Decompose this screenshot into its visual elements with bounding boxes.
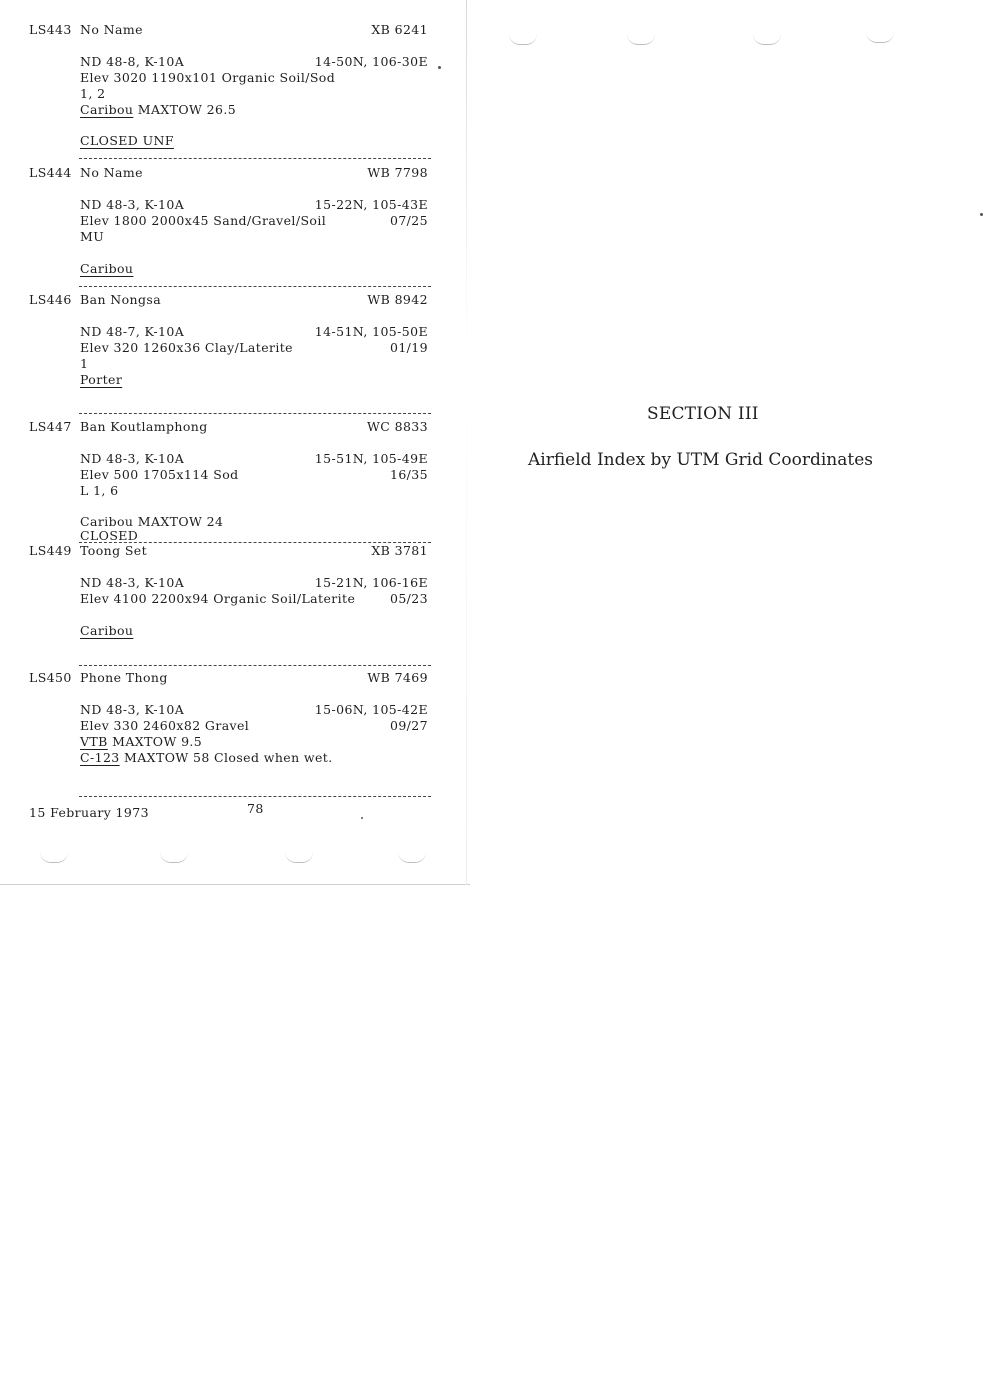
aircraft-type: Caribou — [80, 623, 134, 638]
scan-speck — [438, 66, 441, 69]
elevation-runway-surface: Elev 320 1260x36 Clay/Laterite — [80, 340, 293, 355]
elevation-runway-surface: Elev 500 1705x114 Sod — [80, 467, 239, 482]
airfield-code: LS447 — [29, 419, 72, 434]
airfield-code: LS444 — [29, 165, 72, 180]
coordinates: 15-22N, 105-43E — [314, 197, 428, 212]
aircraft-type: Porter — [80, 372, 123, 387]
scan-speck — [980, 213, 983, 216]
airfield-name: Phone Thong — [80, 670, 168, 685]
chart-reference: ND 48-7, K-10A — [80, 324, 185, 339]
binder-hole-mark — [753, 34, 781, 45]
runway-heading: 05/23 — [389, 591, 428, 606]
runway-heading: 01/19 — [389, 340, 428, 355]
entry-separator — [79, 796, 431, 797]
scan-edge — [0, 884, 470, 885]
aircraft-note: MAXTOW 26.5 — [133, 102, 237, 117]
remarks-line: 1, 2 — [80, 86, 106, 101]
page-fold-line — [466, 0, 467, 885]
aircraft-type: Caribou — [80, 102, 134, 117]
aircraft-note: MAXTOW 58 Closed when wet. — [119, 750, 333, 765]
section-subtitle: Airfield Index by UTM Grid Coordinates — [528, 450, 873, 470]
aircraft-type: C-123 — [80, 750, 120, 765]
remarks-line: MU — [80, 229, 105, 244]
coordinates: 15-06N, 105-42E — [314, 702, 428, 717]
coordinates: 15-51N, 105-49E — [314, 451, 428, 466]
binder-hole-mark — [627, 34, 655, 45]
section-title: SECTION III — [647, 404, 759, 424]
aircraft-type: VTB — [80, 734, 108, 749]
utm-grid: XB 3781 — [371, 543, 428, 558]
status-note: CLOSED — [80, 528, 139, 543]
aircraft-note: MAXTOW 9.5 — [107, 734, 203, 749]
airfield-name: Ban Nongsa — [80, 292, 162, 307]
entry-separator — [79, 286, 431, 287]
runway-heading: 16/35 — [389, 467, 428, 482]
binder-hole-mark — [509, 34, 537, 45]
remarks-line: 1 — [80, 356, 89, 371]
binder-hole-mark — [866, 32, 894, 43]
airfield-name: No Name — [80, 22, 143, 37]
footer-date: 15 February 1973 — [29, 805, 149, 820]
aircraft-line: Caribou MAXTOW 24 — [80, 514, 224, 529]
remarks-line: L 1, 6 — [80, 483, 119, 498]
status-note: CLOSED UNF — [80, 133, 174, 148]
entry-separator — [79, 158, 431, 159]
utm-grid: WC 8833 — [367, 419, 428, 434]
elevation-runway-surface: Elev 1800 2000x45 Sand/Gravel/Soil — [80, 213, 327, 228]
chart-reference: ND 48-3, K-10A — [80, 575, 185, 590]
aircraft-line — [80, 734, 202, 749]
utm-grid: WB 8942 — [367, 292, 428, 307]
entry-separator — [79, 413, 431, 414]
aircraft-line — [80, 102, 236, 117]
binder-hole-mark — [160, 852, 188, 863]
airfield-code: LS443 — [29, 22, 72, 37]
coordinates: 14-50N, 106-30E — [314, 54, 428, 69]
aircraft-type: Caribou — [80, 261, 134, 276]
airfield-name: No Name — [80, 165, 143, 180]
airfield-code: LS450 — [29, 670, 72, 685]
left-page-panel — [0, 0, 470, 885]
airfield-name: Toong Set — [80, 543, 148, 558]
coordinates: 14-51N, 105-50E — [314, 324, 428, 339]
page-number: 78 — [247, 801, 264, 816]
utm-grid: XB 6241 — [371, 22, 428, 37]
airfield-code: LS449 — [29, 543, 72, 558]
binder-hole-mark — [40, 852, 68, 863]
runway-heading: 07/25 — [389, 213, 428, 228]
entry-separator — [79, 665, 431, 666]
airfield-name: Ban Koutlamphong — [80, 419, 208, 434]
binder-hole-mark — [285, 852, 313, 863]
scan-speck — [361, 817, 363, 819]
elevation-runway-surface: Elev 330 2460x82 Gravel — [80, 718, 250, 733]
runway-heading: 09/27 — [389, 718, 428, 733]
binder-hole-mark — [398, 852, 426, 863]
aircraft-line — [80, 750, 333, 765]
airfield-code: LS446 — [29, 292, 72, 307]
chart-reference: ND 48-8, K-10A — [80, 54, 185, 69]
chart-reference: ND 48-3, K-10A — [80, 197, 185, 212]
utm-grid: WB 7469 — [367, 670, 428, 685]
elevation-runway-surface: Elev 4100 2200x94 Organic Soil/Laterite — [80, 591, 356, 606]
chart-reference: ND 48-3, K-10A — [80, 451, 185, 466]
utm-grid: WB 7798 — [367, 165, 428, 180]
chart-reference: ND 48-3, K-10A — [80, 702, 185, 717]
coordinates: 15-21N, 106-16E — [314, 575, 428, 590]
elevation-runway-surface: Elev 3020 1190x101 Organic Soil/Sod — [80, 70, 336, 85]
